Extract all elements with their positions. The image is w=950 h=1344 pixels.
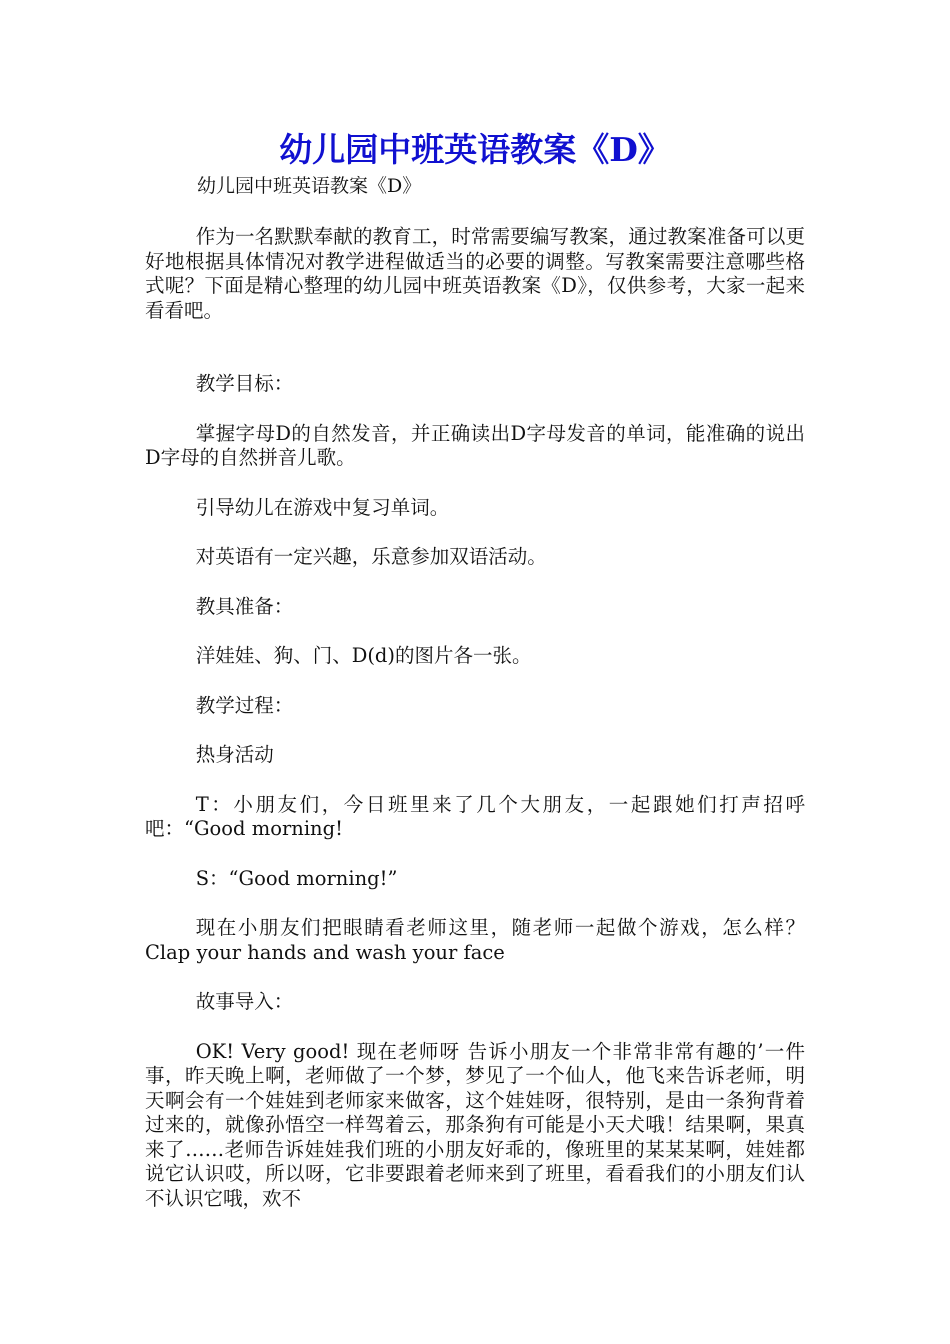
section-heading-materials: 教具准备： — [195, 594, 294, 618]
document-subtitle: 幼儿园中班英语教案《D》 — [197, 175, 422, 197]
document-body — [145, 225, 805, 1236]
activity-paragraph: 现在小朋友们把眼睛看老师这里，随老师一起做个游戏，怎么样？ Clap your hands and wash your face — [145, 916, 805, 964]
goal-paragraph: 掌握字母D的自然发音，并正确读出D字母发音的单词，能准确的说出D字母的自然拼音儿歌。 — [145, 421, 805, 469]
dialogue-paragraph: S：“Good morning!” — [195, 866, 398, 890]
dialogue-paragraph: T：小朋友们，今日班里来了几个大朋友，一起跟她们打声招呼吧：“Good morning! — [145, 792, 805, 840]
goal-paragraph: 引导幼儿在游戏中复习单词。 — [195, 495, 450, 519]
intro-paragraph: 作为一名默默奉献的教育工，时常需要编写教案，通过教案准备可以更好地根据具体情况对教学进程做适当的必要的调整。写教案需要注意哪些格式呢？下面是精心整理的幼儿园中班英语教案《D》，仅供参考，大家一起来看看吧。 — [145, 225, 805, 322]
goal-paragraph: 对英语有一定兴趣，乐意参加双语活动。 — [195, 545, 547, 568]
subsection-heading-warmup: 热身活动 — [195, 743, 274, 766]
document-title: 幼儿园中班英语教案《D》 — [279, 130, 671, 169]
section-heading-process: 教学过程： — [195, 693, 294, 717]
materials-paragraph: 洋娃娃、狗、门、D(d)的图片各一张。 — [195, 644, 532, 667]
subsection-heading-story: 故事导入： — [195, 990, 294, 1013]
story-paragraph: OK! Very good! 现在老师呀 告诉小朋友一个非常非常有趣的’一件事，昨天晚上啊，老师做了一个梦，梦见了一个仙人，他飞来告诉老师，明天啊会有一个娃娃到老师家来做客，这个娃娃呀，很特别，是由一条狗背着过来的，就像孙悟空一样驾着云，那条狗有可能是小天犬哦！结果啊，果真来了……老师告诉娃娃我们班的小朋友好乖的，像班里的某某某啊，娃娃都说它认识哎，所以呀，它非要跟着老师来到了班里，看看我们的小朋友们认不认识它哦，欢不 — [145, 1039, 805, 1210]
section-heading-goals: 教学目标： — [195, 372, 294, 395]
